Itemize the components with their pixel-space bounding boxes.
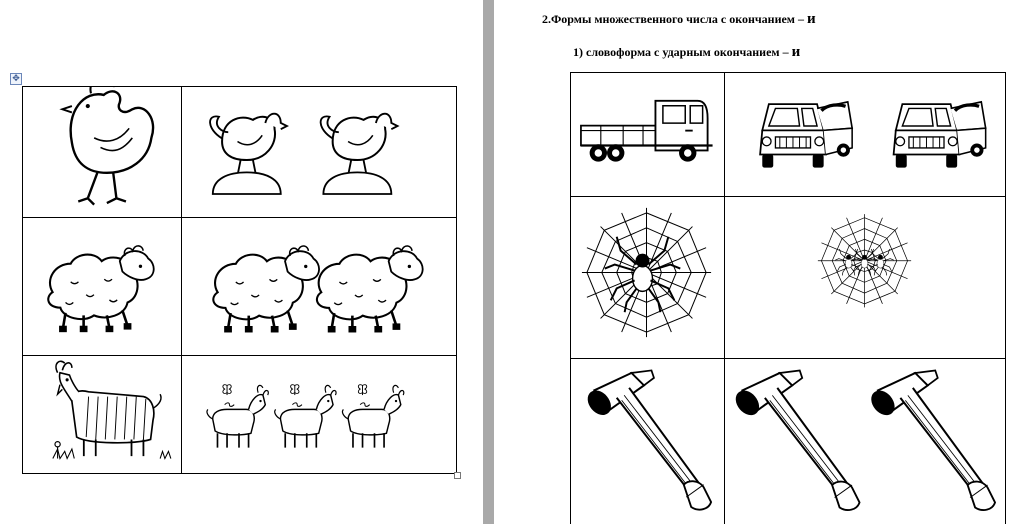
table-cell — [182, 356, 457, 474]
section-heading — [542, 11, 816, 28]
left-page — [0, 0, 483, 524]
truck-icon — [571, 73, 724, 195]
table-row — [571, 73, 1006, 197]
table-row — [571, 358, 1006, 524]
left-picture-table — [22, 86, 457, 474]
table-move-handle-icon[interactable]: ✥ — [10, 73, 22, 85]
section-heading-text: 2.Формы множественного числа с окончанием – — [542, 12, 804, 26]
table-cell — [725, 196, 1006, 358]
table-cell — [725, 73, 1006, 197]
spider-web-icon — [571, 197, 724, 358]
table-cell — [23, 87, 182, 218]
subsection-heading-ending: и — [791, 44, 801, 60]
right-page — [494, 0, 1021, 524]
table-cell — [23, 217, 182, 355]
table-cell — [571, 358, 725, 524]
trucks-icon — [725, 73, 1005, 196]
table-cell — [571, 73, 725, 197]
table-row — [23, 356, 457, 474]
section-heading-ending: и — [806, 11, 816, 27]
table-row — [23, 217, 457, 355]
table-cell — [182, 87, 457, 218]
subsection-heading-text: 1) словоформа с ударным окончанием – — [573, 45, 789, 59]
table-cell — [182, 217, 457, 355]
right-picture-table — [570, 72, 1006, 524]
hammers-icon — [725, 359, 1005, 524]
hammer-icon — [571, 359, 724, 524]
subsection-heading — [573, 44, 800, 61]
hens-icon — [182, 87, 456, 217]
table-cell — [571, 196, 725, 358]
table-cell — [725, 358, 1006, 524]
sheep-plural-icon — [182, 218, 456, 355]
sheep-icon — [23, 218, 181, 355]
table-cell — [23, 356, 182, 474]
table-row — [23, 87, 457, 218]
spider-webs-icon — [725, 197, 1005, 358]
table-row — [571, 196, 1006, 358]
table-resize-handle[interactable] — [454, 472, 461, 479]
hen-icon — [23, 87, 181, 216]
page-gutter — [483, 0, 494, 524]
goats-icon — [182, 356, 456, 473]
goat-icon — [23, 356, 181, 472]
